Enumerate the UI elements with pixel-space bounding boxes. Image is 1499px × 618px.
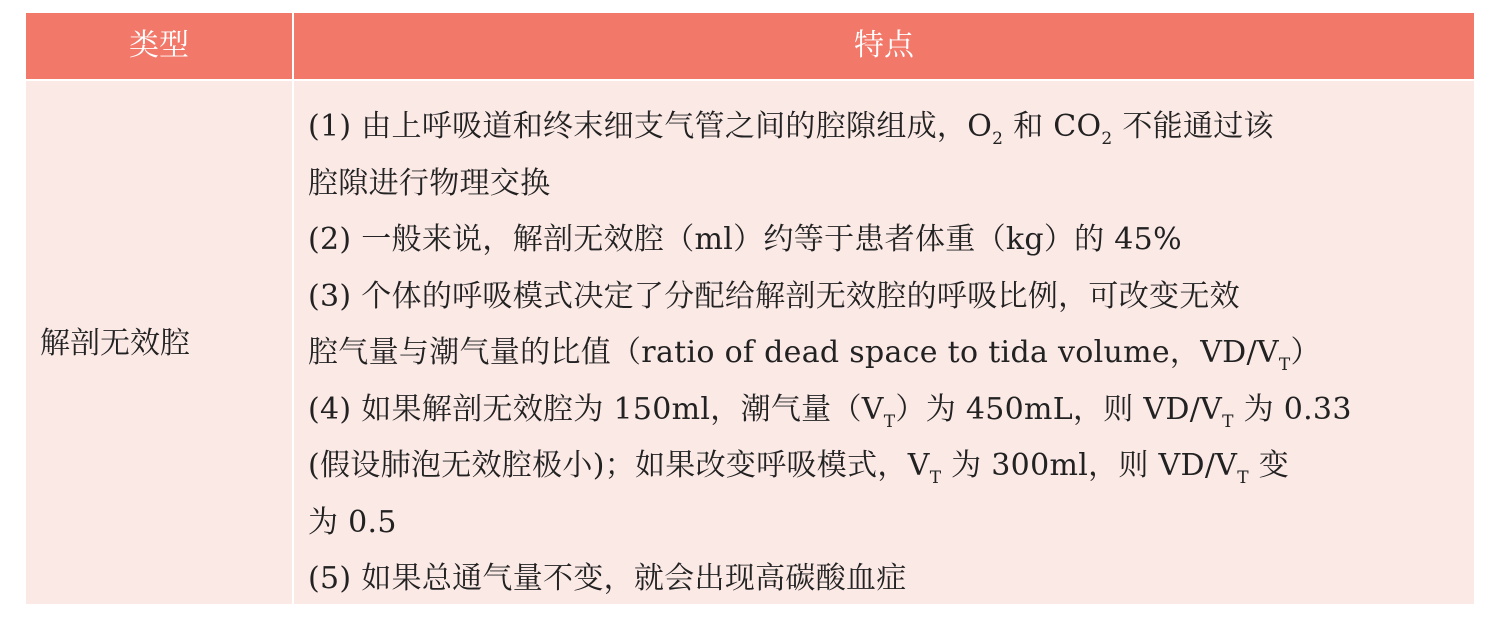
text-run: 和 CO [1003,109,1102,144]
text-run: (4) 如果解剖无效腔为 150ml，潮气量（V [308,391,884,427]
feature-line [308,99,1468,156]
subscript: T [1222,411,1234,432]
header-features: 特点 [854,28,914,63]
feature-line [308,156,1468,213]
feature-line [308,269,1468,326]
text-run: 为 0.33 [1233,391,1352,427]
subscript: T [929,468,942,488]
type-cell: 解剖无效腔 [40,325,190,361]
text-run: 为 300ml，则 VD/V [941,448,1238,483]
text-run: (3) 个体的呼吸模式决定了分配给解剖无效腔的呼吸比例，可改变无效 [308,278,1240,314]
table-header-row [26,13,1474,79]
subscript: T [1278,355,1291,375]
text-run: ）为 450mL，则 VD/V [895,391,1223,427]
subscript: T [883,411,896,432]
text-run: (假设肺泡无效腔极小)；如果改变呼吸模式，V [308,448,930,483]
subscript: 2 [1101,129,1113,149]
feature-line [308,212,1468,269]
text-run: 变 [1248,448,1290,483]
text-run: (1) 由上呼吸道和终末细支气管之间的腔隙组成，O [308,109,993,144]
subscript: 2 [992,129,1004,149]
feature-line [308,495,1468,552]
feature-line [308,438,1468,495]
feature-line [308,382,1468,439]
features-cell [308,99,1468,608]
text-run: 腔隙进行物理交换 [308,165,551,201]
text-run: 腔气量与潮气量的比值（ratio of dead space to tida volume，VD/V [308,335,1279,370]
column-divider [292,81,294,604]
header-type: 类型 [129,28,189,63]
text-run: ） [1290,335,1321,370]
subscript: T [1237,468,1249,488]
text-run: 不能通过该 [1112,109,1274,144]
feature-line [308,551,1468,608]
feature-line [308,325,1468,382]
text-run: (2) 一般来说，解剖无效腔（ml）约等于患者体重（kg）的 45% [308,222,1182,257]
text-run: 为 0.5 [308,504,397,540]
dead-space-table [26,13,1474,604]
text-run: (5) 如果总通气量不变，就会出现高碳酸血症 [308,561,907,596]
